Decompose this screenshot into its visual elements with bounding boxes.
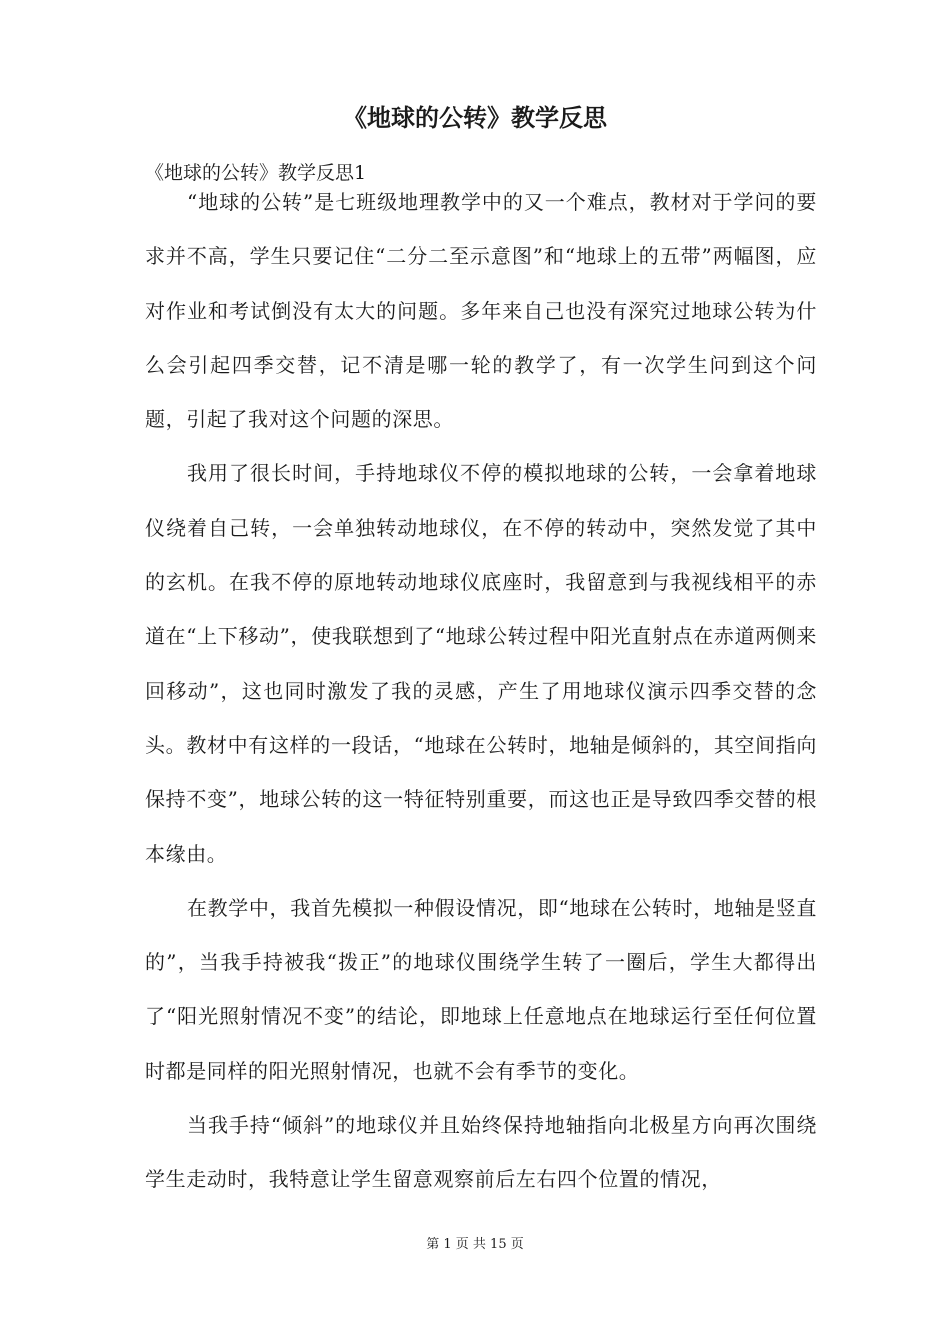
paragraph-4: 当我手持“倾斜”的地球仪并且始终保持地轴指向北极星方向再次围绕学生走动时，我特意让学生留意观察前后左右四个位置的情况， bbox=[145, 1113, 817, 1192]
document-body bbox=[145, 175, 817, 1207]
paragraph-1: “地球的公转”是七班级地理教学中的又一个难点，教材对于学问的要求并不高，学生只要记住“二分二至示意图”和“地球上的五带”两幅图，应对作业和考试倒没有太大的问题。多年来自己也没有深究过地球公转为什么会引起四季交替，记不清是哪一轮的教学了，有一次学生问到这个问题，引起了我对这个问题的深思。 bbox=[145, 190, 817, 432]
paragraph-3: 在教学中，我首先模拟一种假设情况，即“地球在公转时，地轴是竖直的”，当我手持被我“拨正”的地球仪围绕学生转了一圈后，学生大都得出了“阳光照射情况不变”的结论，即地球上任意地点在地球运行至任何位置时都是同样的阳光照射情况，也就不会有季节的变化。 bbox=[145, 895, 817, 1083]
page-number-footer: 第 1 页 共 15 页 bbox=[426, 1237, 524, 1252]
paragraph-2: 我用了很长时间，手持地球仪不停的模拟地球的公转，一会拿着地球仪绕着自己转，一会单独转动地球仪，在不停的转动中，突然发觉了其中的玄机。在我不停的原地转动地球仪底座时，我留意到与我视线相平的赤道在“上下移动”，使我联想到了“地球公转过程中阳光直射点在赤道两侧来回移动”，这也同时激发了我的灵感，产生了用地球仪演示四季交替的念头。教材中有这样的一段话，“地球在公转时，地轴是倾斜的，其空间指向保持不变”，地球公转的这一特征特别重要，而这也正是导致四季交替的根本缘由。 bbox=[145, 461, 817, 866]
section-heading: 《地球的公转》教学反思1 bbox=[145, 162, 367, 184]
document-title: 《地球的公转》教学反思 bbox=[343, 104, 607, 132]
